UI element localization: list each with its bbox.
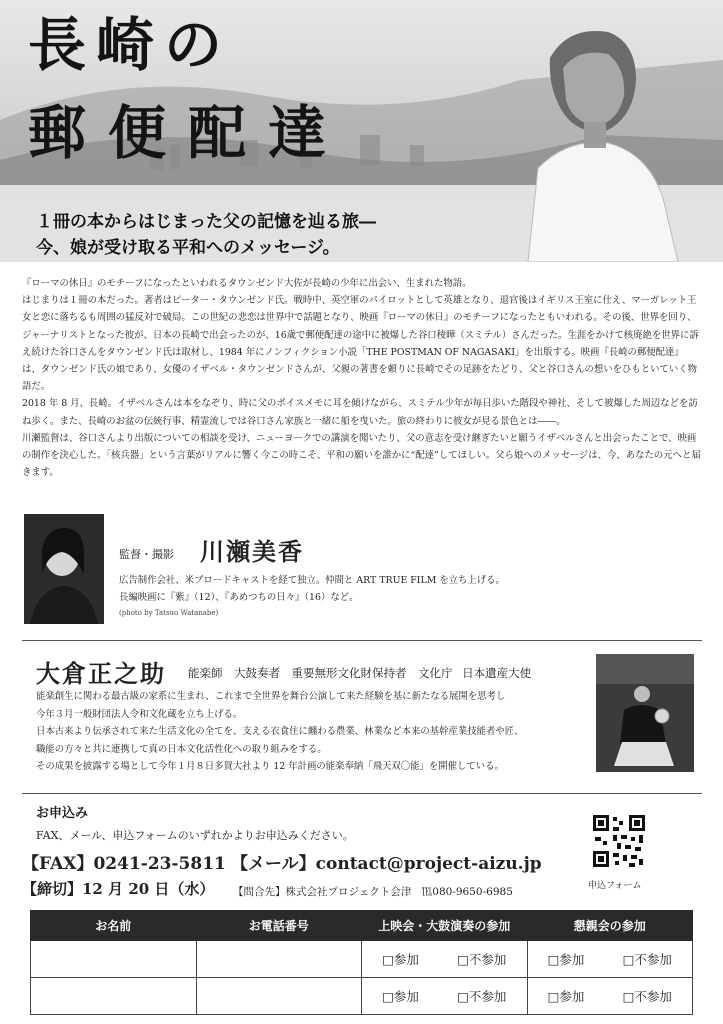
photo-credit: (photo by Tatsuo Watanabe) [119,609,219,617]
title-line2: 郵便配達 [28,99,349,167]
screening-choice [362,978,528,1015]
performer-bio-line: 職能の方々と共に連携して真の日本文化活性化への取り組みをする。 [36,743,327,755]
director-bio [119,572,505,606]
divider [22,793,702,794]
screening-choice [362,941,528,978]
hero-banner [0,0,723,262]
application-form-table [30,910,693,1015]
absent-checkbox[interactable]: □不参加 [622,989,672,1004]
phone-field[interactable] [196,978,362,1015]
fax-number: 【FAX】0241-23-5811 [22,854,226,874]
header-phone: お電話番号 [196,911,362,941]
table-header-row [31,911,693,941]
header-screening: 上映会・大鼓演奏の参加 [362,911,528,941]
tagline [36,209,376,261]
performer-photo [596,654,694,772]
divider [22,640,702,641]
table-row [31,978,693,1015]
synopsis-paragraph: 川瀬監督は、谷口さんより出版についての相談を受け、ニューヨークでの講演を聞いたり、父の意志を受け継ぎたいと願うイザベルさんと出会ったことで、映画の制作を決心した。「核兵器」という言葉がリアルに響く今この時こそ、平和の願いを誰かに“配達”してほしい。父ら娘へのメッセージは、今、あなたの元へと届きます。 [22,432,701,479]
table-row [31,941,693,978]
director-bio-line: 長編映画に『紫』（12）、『あめつちの日々』（16）など。 [119,592,359,603]
synopsis-paragraph: 『ローマの休日』のモチーフになったといわれるタウンゼンド大佐が長崎の少年に出会い、生まれた物語。 [22,278,472,289]
reception-choice [527,941,693,978]
performer-bio-line: 日本古来より伝承されて来た生活文化の全てを、支える衣食住に纏わる農業、林業など本来の基幹産業技能者や匠、 [36,726,524,738]
synopsis-paragraph: はじまりは１冊の本だった。著者はピーター・タウンゼンド氏。戦時中、英空軍のパイロットとして英雄となり、退官後はイギリス王室に仕え、マーガレット王女と恋に落ちるも周囲の猛反対で破局。この世紀の悲恋は世界中で話題となり、映画『ローマの休日』のモチーフになったともいわれる。その後、世界を回り、ジャーナリストとなった彼が、日本の長崎で出会ったのが、16歳で郵便配達の途中に被爆した谷口稜曄（スミテル）さんだった。生涯をかけて核廃絶を世界に訴え続けた谷口さんをタウンゼンド氏は取材し、1984 年にノンフィクション小説「THE POSTMAN OF NAGASAKI」を出版する。映画『長崎の郵便配達』は、タウンゼンド氏の娘であり、女優のイザベル・タウンゼンドさんが、父親の著書を頼りに長崎でその足跡をたどり、父と谷口さんの想いをひもといていく物語だ。 [22,295,699,393]
application-heading: お申込み [36,806,89,821]
application-instructions: FAX、メール、申込フォームのいずれかよりお申込みください。 [36,829,354,842]
director-role: 監督・撮影 [119,548,174,561]
attend-checkbox[interactable]: □参加 [382,989,419,1004]
synopsis-paragraph: 2018 年 8 月、長崎。イザベルさんは本をなぞり、時に父のボイスメモに耳を傾けながら、スミテル少年が毎日歩いた階段や神社、そして被爆した周辺などを訪ね歩く。また、長崎のお盆の伝統行事、精霊流しでは谷口さん家族と一緒に船を曳いた。旅の終わりに彼女が見る景色とは――。 [22,398,698,427]
tagline-line2: 今、娘が受け取る平和へのメッセージ。 [36,238,340,258]
absent-checkbox[interactable]: □不参加 [457,952,507,967]
qr-label: 申込フォーム [588,881,642,891]
contact-info: 【問合先】株式会社プロジェクト会津 ℡080-9650-6985 [233,886,513,898]
header-name: お名前 [31,911,197,941]
title-line1: 長崎の [28,11,233,79]
absent-checkbox[interactable]: □不参加 [622,952,672,967]
attend-checkbox[interactable]: □参加 [547,989,585,1004]
film-title [28,10,348,168]
qr-code-icon[interactable] [591,813,647,869]
director-photo [24,514,104,624]
phone-field[interactable] [196,941,362,978]
attend-checkbox[interactable]: □参加 [547,952,585,967]
deadline: 【締切】12 月 20 日（水） [22,880,215,898]
isabelle-townsend-photo [468,18,678,262]
performer-bio-line: その成果を披露する場として今年１月８日多賀大社より 12 年計画の能楽奉納「飛天双〇能」を開催している。 [36,761,504,773]
name-field[interactable] [31,941,197,978]
tagline-line1: １冊の本からはじまった父の記憶を辿る旅― [36,212,376,232]
performer-bio-line: 能楽創生に関わる最古級の家系に生まれ、これまで全世界を舞台公演して来た経験を基に新たなる展開を思考し [36,691,506,702]
email-address[interactable]: 【メール】contact@project-aizu.jp [231,854,542,874]
header-reception: 懇親会の参加 [527,911,693,941]
reception-choice [527,978,693,1015]
director-bio-line: 広告制作会社、米ブロードキャストを経て独立。仲間と ART TRUE FILM を立ち上げる。 [119,575,505,586]
director-name: 川瀬美香 [200,537,304,566]
absent-checkbox[interactable]: □不参加 [457,989,507,1004]
performer-bio [36,688,586,776]
performer-titles: 能楽師 大鼓奏者 重要無形文化財保持者 文化庁 日本遺産大使 [188,666,532,680]
name-field[interactable] [31,978,197,1015]
attend-checkbox[interactable]: □参加 [382,952,419,967]
synopsis [22,275,702,481]
performer-bio-line: 今年３月一般財団法人令和文化蔵を立ち上げる。 [36,708,243,720]
performer-name: 大倉正之助 [36,659,166,688]
